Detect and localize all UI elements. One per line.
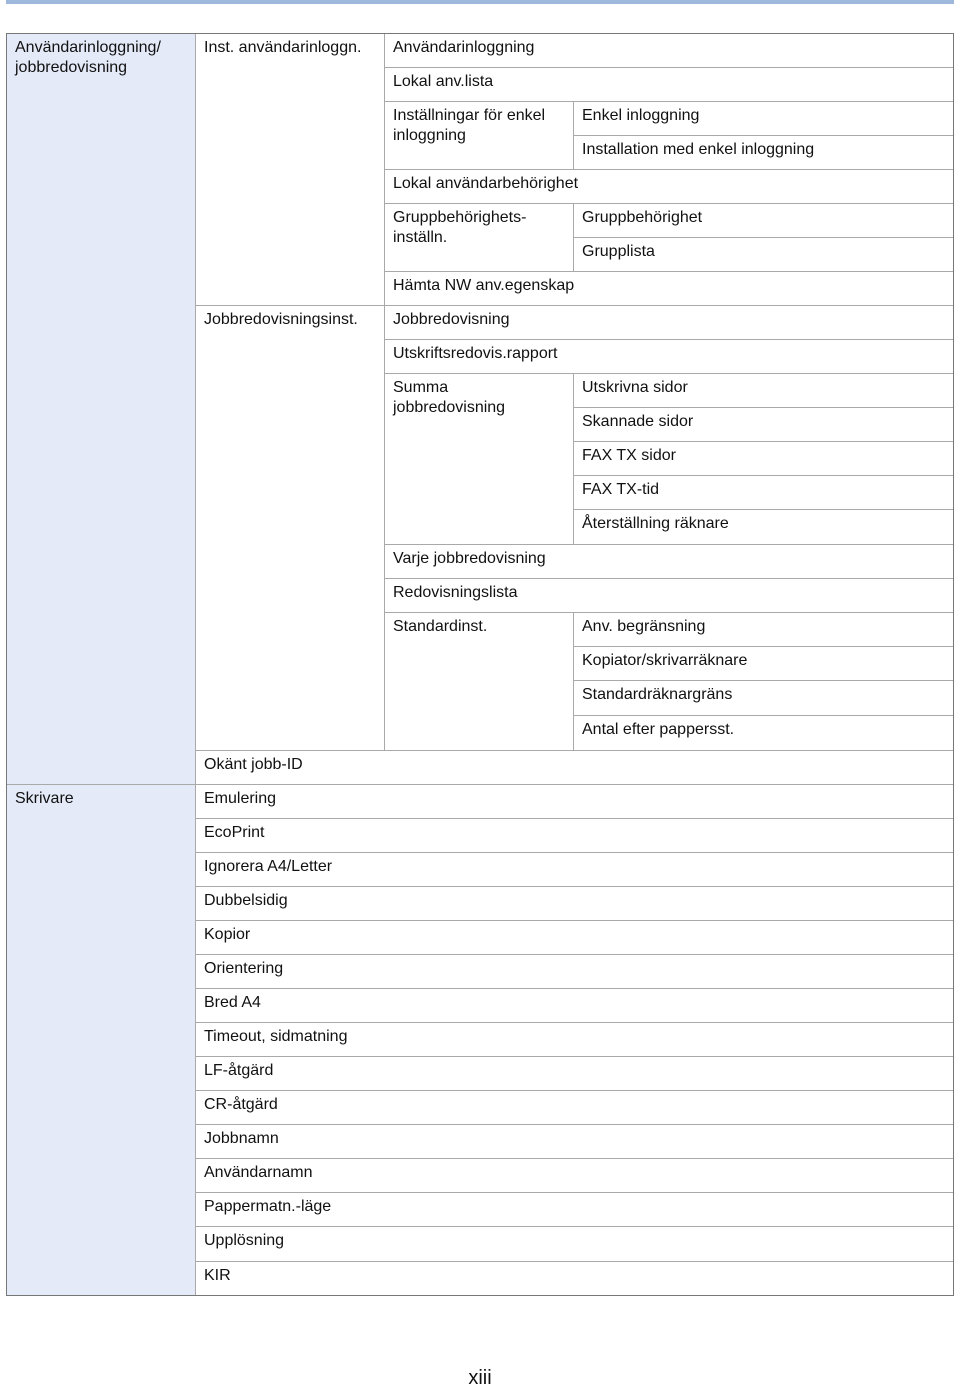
menu-item-label: Gruppbehörighets- inställn. <box>393 209 527 246</box>
menu-item-label: Kopior <box>204 926 251 943</box>
menu-item-label: Utskrivna sidor <box>582 379 688 396</box>
menu-item-label: Ignorera A4/Letter <box>204 858 333 875</box>
top-rule <box>6 0 954 4</box>
menu-item-label: Okänt jobb-ID <box>204 756 303 773</box>
menu-tree-table <box>6 33 954 1296</box>
menu-item-label: Antal efter pappersst. <box>582 721 735 738</box>
menu-item-label: Kopiator/skrivarräknare <box>582 652 748 669</box>
menu-item-label: Gruppbehörighet <box>582 209 703 226</box>
menu-item-label: Bred A4 <box>204 994 261 1011</box>
menu-item-label: Standardräknargräns <box>582 686 733 703</box>
menu-item-label: Installation med enkel inloggning <box>582 141 815 158</box>
menu-item-label: Utskriftsredovis.rapport <box>393 345 558 362</box>
menu-item-label: Lokal anv.lista <box>393 73 494 90</box>
menu-item-label: Användarnamn <box>204 1164 313 1181</box>
menu-item-label: Jobbnamn <box>204 1130 279 1147</box>
menu-item-label: Orientering <box>204 960 284 977</box>
menu-item-label: Återställning räknare <box>582 515 729 532</box>
menu-item-label: Jobbredovisningsinst. <box>204 311 358 328</box>
menu-item-label: Upplösning <box>204 1232 285 1249</box>
menu-item-label: Summa jobbredovisning <box>393 379 506 416</box>
menu-item-label: Skannade sidor <box>582 413 694 430</box>
menu-item-label: CR-åtgärd <box>204 1096 278 1113</box>
menu-item-label: Standardinst. <box>393 618 488 635</box>
section-title: Användarinloggning/ jobbredovisning <box>15 39 161 76</box>
menu-item-label: Enkel inloggning <box>582 107 700 124</box>
menu-item-label: Timeout, sidmatning <box>204 1028 348 1045</box>
menu-item-label: Emulering <box>204 790 277 807</box>
menu-item-label: Grupplista <box>582 243 655 260</box>
section-title: Skrivare <box>15 790 74 807</box>
menu-item-label: KIR <box>204 1267 231 1284</box>
menu-item-label: FAX TX-tid <box>582 481 660 498</box>
menu-item-label: Inst. användarinloggn. <box>204 39 362 56</box>
menu-item-label: LF-åtgärd <box>204 1062 274 1079</box>
menu-item-label: FAX TX sidor <box>582 447 676 464</box>
menu-item-label: Dubbelsidig <box>204 892 288 909</box>
menu-item-label: Pappermatn.-läge <box>204 1198 332 1215</box>
menu-item-label: EcoPrint <box>204 824 265 841</box>
menu-item-label: Inställningar för enkel inloggning <box>393 107 546 144</box>
menu-item-label: Jobbredovisning <box>393 311 510 328</box>
table-border <box>6 33 954 1296</box>
menu-item-label: Redovisningslista <box>393 584 518 601</box>
menu-item-label: Varje jobbredovisning <box>393 550 546 567</box>
menu-item-label: Anv. begränsning <box>582 618 706 635</box>
menu-item-label: Hämta NW anv.egenskap <box>393 277 575 294</box>
menu-item-label: Lokal användarbehörighet <box>393 175 579 192</box>
page-number: xiii <box>468 1367 492 1389</box>
menu-item-label: Användarinloggning <box>393 39 535 56</box>
